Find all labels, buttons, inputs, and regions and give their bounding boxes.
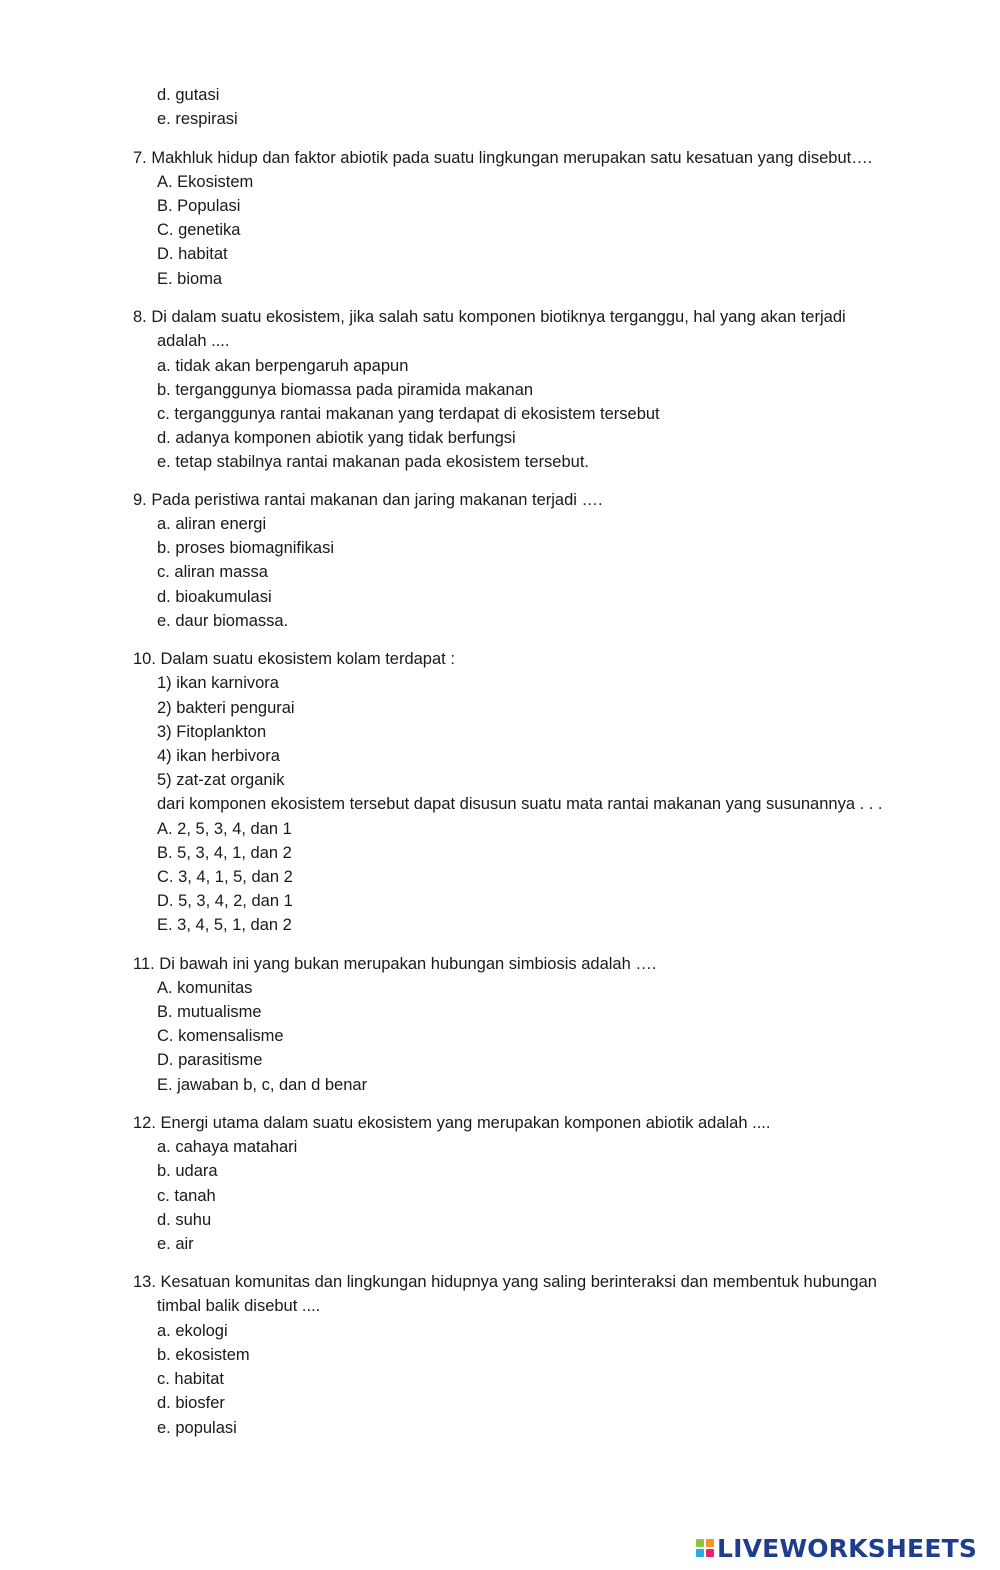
- question-12: 12. Energi utama dalam suatu ekosistem yang merupakan komponen abiotik adalah ....: [133, 1114, 771, 1132]
- option: B. 5, 3, 4, 1, dan 2: [157, 844, 292, 862]
- option: d. gutasi: [157, 86, 220, 104]
- option: E. bioma: [157, 270, 223, 288]
- list-item: 3) Fitoplankton: [157, 723, 267, 741]
- option: B. Populasi: [157, 197, 241, 215]
- option: a. aliran energi: [157, 515, 267, 533]
- question-9: 9. Pada peristiwa rantai makanan dan jaring makanan terjadi ….: [133, 491, 603, 509]
- option: e. tetap stabilnya rantai makanan pada ekosistem tersebut.: [157, 453, 590, 471]
- option: b. udara: [157, 1162, 218, 1180]
- option: a. cahaya matahari: [157, 1138, 298, 1156]
- option: b. ekosistem: [157, 1346, 250, 1364]
- option: c. habitat: [157, 1370, 224, 1388]
- liveworksheets-logo: [696, 1533, 977, 1563]
- option: A. komunitas: [157, 979, 253, 997]
- option: e. populasi: [157, 1419, 237, 1437]
- option: E. jawaban b, c, dan d benar: [157, 1076, 368, 1094]
- option: d. adanya komponen abiotik yang tidak berfungsi: [157, 429, 516, 447]
- option: b. terganggunya biomassa pada piramida makanan: [157, 381, 534, 399]
- option: d. bioakumulasi: [157, 588, 272, 606]
- option: e. air: [157, 1235, 194, 1253]
- option: b. proses biomagnifikasi: [157, 539, 335, 557]
- option: B. mutualisme: [157, 1003, 262, 1021]
- option: e. respirasi: [157, 110, 238, 128]
- option: d. suhu: [157, 1211, 212, 1229]
- question-8: 8. Di dalam suatu ekosistem, jika salah satu komponen biotiknya terganggu, hal yang akan terjadi: [133, 308, 846, 326]
- option: c. tanah: [157, 1187, 216, 1205]
- option: A. Ekosistem: [157, 173, 254, 191]
- brand-name: LIVEWORKSHEETS: [717, 1533, 978, 1563]
- question-13: 13. Kesatuan komunitas dan lingkungan hidupnya yang saling berinteraksi dan membentuk hubungan: [133, 1273, 877, 1291]
- option: c. aliran massa: [157, 563, 268, 581]
- question-7: 7. Makhluk hidup dan faktor abiotik pada suatu lingkungan merupakan satu kesatuan yang disebut….: [133, 149, 873, 167]
- option: d. biosfer: [157, 1394, 225, 1412]
- option: a. ekologi: [157, 1322, 228, 1340]
- option: C. komensalisme: [157, 1027, 284, 1045]
- option: C. genetika: [157, 221, 241, 239]
- list-item: 2) bakteri pengurai: [157, 699, 295, 717]
- list-item: 1) ikan karnivora: [157, 674, 279, 692]
- option: e. daur biomassa.: [157, 612, 289, 630]
- list-item: 5) zat-zat organik: [157, 771, 285, 789]
- option: A. 2, 5, 3, 4, dan 1: [157, 820, 292, 838]
- option: C. 3, 4, 1, 5, dan 2: [157, 868, 293, 886]
- list-item: 4) ikan herbivora: [157, 747, 280, 765]
- question-10-prompt: dari komponen ekosistem tersebut dapat disusun suatu mata rantai makanan yang susunannya . . .: [157, 795, 883, 813]
- option: D. parasitisme: [157, 1051, 263, 1069]
- question-11: 11. Di bawah ini yang bukan merupakan hubungan simbiosis adalah ….: [133, 955, 657, 973]
- question-13-cont: timbal balik disebut ....: [157, 1297, 321, 1315]
- option: D. habitat: [157, 245, 228, 263]
- question-10: 10. Dalam suatu ekosistem kolam terdapat :: [133, 650, 455, 668]
- option: D. 5, 3, 4, 2, dan 1: [157, 892, 293, 910]
- option: E. 3, 4, 5, 1, dan 2: [157, 916, 292, 934]
- logo-grid-icon: [696, 1539, 714, 1557]
- option: a. tidak akan berpengaruh apapun: [157, 357, 409, 375]
- question-8-cont: adalah ....: [157, 332, 230, 350]
- option: c. terganggunya rantai makanan yang terdapat di ekosistem tersebut: [157, 405, 660, 423]
